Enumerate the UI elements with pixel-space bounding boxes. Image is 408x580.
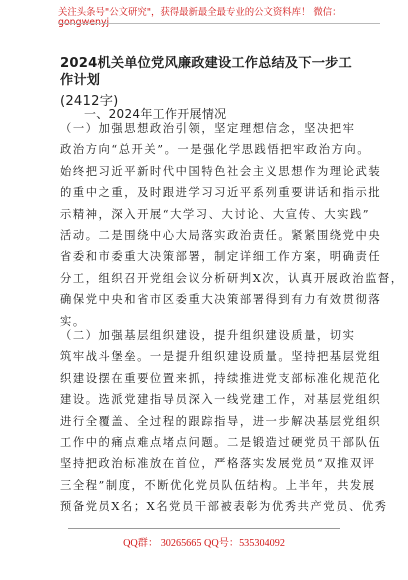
paragraph-line: （二）加强基层组织建设，提升组织建设质量，切实 [60, 329, 356, 342]
paragraph-line: 实。 [60, 314, 86, 328]
paragraph-line: 省委和市委重大决策部署，制定详细工作方案，明确责任 [60, 250, 382, 264]
paragraph-line: 确保党中央和省市区委重大决策部署得到有力有效贯彻落 [60, 293, 382, 307]
paragraph-1 [60, 118, 404, 332]
paragraph-line: 的重中之重，及时跟进学习习近平系列重要讲话和指示批 [60, 186, 382, 200]
title-word-count: (2412字) [60, 94, 119, 109]
section-heading: 一、2024年工作开展情况 [84, 107, 227, 121]
paragraph-line: 织建设摆在重要位置来抓，持续推进党支部标准化规范化 [60, 371, 382, 385]
paragraph-line: 示精神，深入开展“大学习、大讨论、大宣传、大实践” [60, 207, 371, 221]
paragraph-line: 筑牢战斗堡垒。一是提升组织建设质量。坚持把基层党组 [60, 350, 382, 364]
paragraph-line: 始终把习近平新时代中国特色社会主义思想作为理论武装 [60, 164, 382, 178]
header-divider [58, 23, 380, 24]
paragraph-line: 分工，组织召开党组会议分析研判X次，认真开展政治监督， [60, 271, 404, 285]
paragraph-line: 进行全覆盖、全过程的跟踪指导，进一步解决基层党组织 [60, 414, 382, 428]
document-title [60, 55, 360, 110]
banner-text: 关注头条号"公文研究"，获得最新最全最专业的公文资料库！ 微信：gongwenyj [58, 7, 342, 28]
footer-contact: QQ群： 30265665 QQ号：535304092 [123, 538, 285, 549]
title-main: 2024机关单位党风廉政建设工作总结及下一步工作计划 [60, 56, 352, 88]
paragraph-2 [60, 325, 388, 518]
paragraph-line: 政治方向“总开关”。一是强化学思践悟把牢政治方向。 [60, 143, 371, 157]
paragraph-line: （一）加强思想政治引领，坚定理想信念，坚决把牢 [60, 122, 356, 135]
paragraph-line: 活动。二是围绕中心大局落实政治责任。紧紧围绕党中央 [60, 229, 382, 243]
paragraph-line: 工作中的痛点难点堵点问题。二是锻造过硬党员干部队伍 [60, 436, 382, 450]
paragraph-line: 建设。选派党建指导员深入一线党建工作，对基层党组织 [60, 393, 382, 407]
paragraph-line: 预备党员X名；X名党员干部被表彰为优秀共产党员、优秀 [60, 500, 388, 514]
paragraph-line: 坚持把政治标准放在首位，严格落实发展党员“双推双评 [60, 457, 376, 471]
footer [68, 528, 340, 549]
paragraph-line: 三全程”制度，不断优化党员队伍结构。上半年，共发展 [60, 478, 376, 492]
header-banner [58, 8, 380, 28]
